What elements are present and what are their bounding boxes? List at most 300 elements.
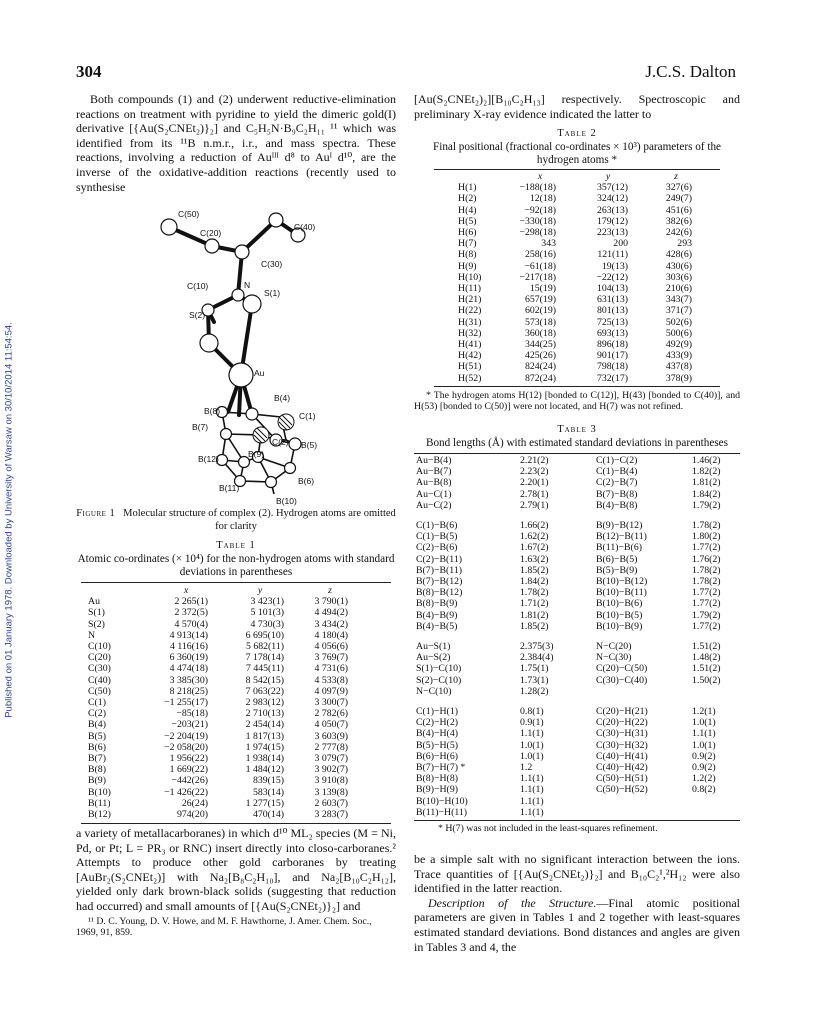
coordinate-cell: 4 913(14) (169, 629, 208, 641)
bond-length: 1.76(2) (692, 553, 721, 565)
bond-name: B(10)−B(6) (596, 598, 643, 610)
bond-name: B(5)−B(9) (596, 564, 638, 576)
coordinate-cell: 357(12) (596, 182, 628, 194)
page-number: 304 (76, 62, 102, 81)
table-row (88, 596, 362, 607)
table-row (416, 686, 740, 697)
table-3-grid (416, 455, 740, 818)
right-bottom-paragraph-2 (414, 896, 740, 954)
atom-label: C(1) (299, 411, 316, 421)
bond-length: 1.78(2) (692, 576, 721, 588)
table-row (416, 576, 740, 587)
coordinate-cell: 3 769(7) (314, 652, 348, 664)
bond-name: C(20)−C(50) (596, 663, 648, 675)
atom-name: S(1) (88, 607, 105, 619)
bond-name: B(8)−B(9) (416, 598, 458, 610)
table-row (416, 610, 740, 621)
bond-name: B(11)−H(11) (416, 806, 468, 818)
group-spacer (416, 511, 740, 520)
coordinate-cell: 4 533(8) (314, 674, 348, 686)
bond-length (692, 807, 740, 818)
bond-length: 2.78(1) (520, 488, 549, 500)
column-header: z (328, 585, 332, 596)
table-row (416, 531, 740, 542)
coordinate-cell: 4 056(6) (314, 641, 348, 653)
bond-length: 1.48(2) (692, 652, 721, 664)
coordinate-cell: 3 423(1) (250, 596, 284, 608)
bond-length: 1.46(2) (692, 455, 721, 466)
coordinate-cell: 179(12) (596, 215, 628, 227)
table-row (416, 796, 740, 807)
bond-name: B(8)−H(8) (416, 773, 458, 785)
coordinate-cell: 200 (613, 238, 628, 250)
bond-name: Au−C(2) (416, 499, 452, 511)
bond-name: C(2)−B(11) (416, 553, 462, 565)
coordinate-cell: 4 474(18) (169, 663, 208, 675)
coordinate-cell: 2 603(7) (314, 797, 348, 809)
bond-length: 1.78(2) (692, 520, 721, 532)
coordinate-cell: 693(13) (596, 327, 628, 339)
atom-name: C(30) (88, 663, 111, 675)
bond-name: C(2)−B(7) (596, 477, 638, 489)
table-3-description: Bond lengths (Å) with estimated standard deviations in parentheses (426, 437, 728, 449)
table-row (88, 753, 362, 764)
coordinate-cell: 732(17) (596, 372, 628, 384)
coordinate-cell: 1 974(15) (245, 741, 284, 753)
bond-length: 1.51(2) (692, 663, 721, 675)
bond-length: 2.20(1) (520, 477, 549, 489)
bond-name: B(9)−B(12) (596, 520, 643, 532)
coordinate-cell: 6 360(19) (169, 652, 208, 664)
table-row (88, 719, 362, 730)
table-row (88, 742, 362, 753)
coordinate-cell: 360(18) (524, 327, 556, 339)
coordinate-cell: −2 204(19) (164, 730, 208, 742)
coordinate-cell: −442(26) (171, 775, 208, 787)
table-row (458, 272, 708, 283)
bond-length: 0.9(2) (692, 762, 716, 774)
coordinate-cell: 631(13) (596, 294, 628, 306)
coordinate-cell: 3 790(1) (314, 596, 348, 608)
table-row (88, 798, 362, 809)
coordinate-cell: 121(11) (597, 249, 628, 261)
coordinate-cell: 425(26) (524, 350, 556, 362)
atom-name: H(6) (458, 227, 477, 239)
left-bottom-paragraph-block (76, 826, 396, 939)
coordinate-cell: 104(13) (596, 283, 628, 295)
bond-length: 1.79(2) (692, 499, 721, 511)
bond-name (596, 796, 692, 807)
bond-length: 1.81(2) (520, 609, 549, 621)
bond-name: B(9)−H(9) (416, 784, 458, 796)
table-row (416, 652, 740, 663)
table-row (458, 328, 708, 339)
figure-1 (76, 200, 396, 508)
coordinate-cell: 1 938(14) (245, 753, 284, 765)
table-header-row (88, 585, 362, 596)
coordinate-cell: 3 300(7) (314, 697, 348, 709)
bond-length: 0.8(1) (520, 706, 544, 718)
bond-length (692, 796, 740, 807)
bond-length: 1.28(2) (520, 685, 549, 697)
atom-label: Au (254, 368, 265, 378)
column-header: y (605, 171, 611, 182)
coordinate-cell: 2 983(12) (245, 697, 284, 709)
bond-name: C(40)−H(42) (596, 762, 648, 774)
coordinate-cell: 6 695(10) (245, 629, 284, 641)
table-row (416, 554, 740, 565)
coordinate-cell: −85(18) (176, 708, 208, 720)
bond-length: 2.21(2) (520, 455, 549, 466)
table-row (416, 717, 740, 728)
coordinate-cell: 344(25) (524, 339, 556, 351)
sidebar-text[interactable]: Published on 01 January 1978. Downloaded by University of Warsaw on 30/10/2014 11:54:54. (3, 322, 15, 718)
atom-name: H(11) (458, 283, 482, 295)
bond-length: 1.51(2) (692, 641, 721, 653)
bond-name (596, 807, 692, 818)
table-row (416, 641, 740, 652)
table-row (88, 731, 362, 742)
coordinate-cell: 798(18) (596, 361, 628, 373)
coordinate-cell: 1 817(13) (245, 730, 284, 742)
coordinate-cell: 382(6) (665, 215, 692, 227)
bond-length: 1.84(2) (692, 488, 721, 500)
table-row (416, 466, 740, 477)
table-row (458, 373, 708, 384)
atom-name: H(9) (458, 260, 477, 272)
atom-name: C(40) (88, 674, 111, 686)
atom-name: H(22) (458, 305, 482, 317)
bond-name: Au−B(4) (416, 455, 452, 466)
coordinate-cell: 4 731(6) (314, 663, 348, 675)
table-row (88, 652, 362, 663)
bond-length: 0.9(1) (520, 717, 544, 729)
bond-name: B(10)−H(10) (416, 795, 468, 807)
coordinate-cell: 15(19) (529, 283, 556, 295)
table-row (458, 227, 708, 238)
coordinate-cell: 242(6) (665, 227, 692, 239)
table-row (416, 542, 740, 553)
bond-name: C(50)−H(51) (596, 773, 648, 785)
coordinate-cell: 3 079(7) (314, 753, 348, 765)
coordinate-cell: 258(16) (524, 249, 556, 261)
coordinate-cell: 437(8) (665, 361, 692, 373)
bond-length: 2.23(2) (520, 466, 549, 478)
coordinate-cell: 3 283(7) (314, 809, 348, 821)
coordinate-cell: 12(18) (529, 193, 556, 205)
right-intro-paragraph-block (414, 92, 740, 121)
table-row (458, 350, 708, 361)
coordinate-cell: 657(19) (524, 294, 556, 306)
column-header: x (183, 585, 189, 596)
table-row (416, 728, 740, 739)
coordinate-cell: 492(9) (665, 339, 692, 351)
bond-length: 0.8(2) (692, 784, 716, 796)
bond-length: 1.77(2) (692, 587, 721, 599)
molecular-structure-diagram (76, 200, 396, 508)
atom-name: B(8) (88, 764, 106, 776)
coordinate-cell: 430(6) (665, 260, 692, 272)
bond-name: Au−C(1) (416, 488, 452, 500)
atom-name: H(1) (458, 182, 477, 194)
table-row (458, 294, 708, 305)
coordinate-cell: 839(15) (252, 775, 284, 787)
right-intro-paragraph: [Au(S₂CNEt₂)₂][B₁₀C₂H₁₃] respectively. Spectroscopic and preliminary X-ray evidence indicated the latter to (414, 92, 740, 121)
bond-name: C(2)−B(6) (416, 542, 458, 554)
table-row (416, 587, 740, 598)
coordinate-cell: 801(13) (596, 305, 628, 317)
atom-label: S(2) (189, 310, 206, 320)
table-3-footnote: * H(7) was not included in the least-squares refinement. (438, 823, 658, 835)
coordinate-cell: 725(13) (596, 316, 628, 328)
bond-name: C(30)−H(31) (596, 728, 648, 740)
coordinate-cell: 327(6) (665, 182, 692, 194)
journal-name: J.C.S. Dalton (645, 62, 736, 81)
bond-length: 1.2 (520, 762, 533, 774)
table-row (458, 317, 708, 328)
coordinate-cell: 5 682(11) (245, 641, 284, 653)
bond-name: S(1)−C(10) (416, 663, 462, 675)
bond-name: C(1)−H(1) (416, 706, 458, 718)
coordinate-cell: 343 (541, 238, 556, 250)
bond-name: C(20)−H(21) (596, 706, 648, 718)
bond-length: 2.79(1) (520, 499, 549, 511)
atom-label: B(7) (192, 422, 209, 432)
bond-name: N−C(10) (416, 685, 452, 697)
atom-name: H(52) (458, 372, 482, 384)
footnote-11: ¹¹ D. C. Young, D. V. Howe, and M. F. Hawthorne, J. Amer. Chem. Soc., 1969, 91, 859. (76, 915, 372, 939)
bond-length: 1.78(2) (520, 587, 549, 599)
table-row (458, 205, 708, 216)
table-1 (76, 540, 396, 824)
atom-label: B(5) (301, 440, 318, 450)
bond-length: 1.50(2) (692, 674, 721, 686)
coordinate-cell: 602(19) (524, 305, 556, 317)
table-row (88, 708, 362, 719)
bond-name: B(8)−B(12) (416, 587, 463, 599)
atom-name: H(4) (458, 204, 477, 216)
table-row (416, 773, 740, 784)
atom-label: S(1) (264, 288, 281, 298)
coordinate-cell: 974(20) (176, 809, 208, 821)
coordinate-cell: 3 603(9) (314, 730, 348, 742)
atom-name: H(42) (458, 350, 482, 362)
coordinate-cell: 26(24) (181, 797, 208, 809)
coordinate-cell: 824(24) (524, 361, 556, 373)
bond-name: C(1)−B(5) (416, 531, 458, 543)
coordinate-cell: 378(9) (665, 372, 692, 384)
coordinate-cell: 4 730(3) (250, 618, 284, 630)
bond-name: S(2)−C(10) (416, 674, 462, 686)
bond-name: B(4)−H(4) (416, 728, 458, 740)
table-row (88, 619, 362, 630)
right-bottom-paragraph-2-text: —Final atomic positional parameters are given in Tables 1 and 2 together with least-squares estimated standard deviations. Bond distances and angles are given in Tables 3 and 4, the (414, 895, 741, 954)
coordinate-cell: 4 180(4) (314, 629, 348, 641)
figure-caption-text: Molecular structure of complex (2). Hydrogen atoms are omitted for clarity (123, 508, 396, 532)
coordinate-cell: 2 265(1) (174, 596, 208, 608)
coordinate-cell: 428(6) (665, 249, 692, 261)
atom-name: H(10) (458, 271, 482, 283)
coordinate-cell: 7 178(14) (245, 652, 284, 664)
bond-length: 1.1(1) (520, 795, 544, 807)
atom-name: C(50) (88, 685, 111, 697)
left-intro-paragraph: Both compounds (1) and (2) underwent reductive-elimination reactions on treatment with pyridine to yield the dimeric gold(I) derivative [{Au(S₂CNEt₂)}₂] and C₅H₅N·B₉C₂H₁₁ ¹¹ which was identified from its ¹¹B n.m.r., i.r., and mass spectra. These reactions, involving a reduction of Auᴵᴵᴵ d⁸ to Auᴵ d¹⁰, are the inverse of the oxidative-addition reactions (recently used to synthesise (76, 92, 396, 194)
atom-name: H(2) (458, 193, 477, 205)
table-row (416, 740, 740, 751)
table-row (416, 706, 740, 717)
bond-name: C(20)−H(22) (596, 717, 648, 729)
atom-label: B(4) (274, 393, 291, 403)
atom-label: C(50) (178, 209, 200, 219)
atom-name: C(1) (88, 697, 106, 709)
table-row (416, 762, 740, 773)
table-row (88, 697, 362, 708)
coordinate-cell: 2 454(14) (245, 719, 284, 731)
coordinate-cell: 1 669(22) (169, 764, 208, 776)
table-row (416, 565, 740, 576)
bond-length: 1.0(1) (520, 750, 544, 762)
bond-name: B(7)−H(7) * (416, 762, 466, 774)
coordinate-cell: 249(7) (665, 193, 692, 205)
table-row (416, 784, 740, 795)
column-header (88, 585, 150, 596)
table-row (458, 216, 708, 227)
group-spacer (416, 697, 740, 706)
table-3-title: Table 3 (557, 424, 597, 435)
atom-name: H(51) (458, 361, 482, 373)
table-2-description: Final positional (fractional co-ordinates × 10³) parameters of the hydrogen atoms * (432, 141, 721, 166)
bond-name: B(7)−B(8) (596, 488, 638, 500)
bond-name: B(10)−B(5) (596, 609, 643, 621)
bond-length: 1.2(2) (692, 773, 716, 785)
bond-length: 1.2(1) (692, 706, 716, 718)
column-header: z (674, 171, 678, 182)
table-row (88, 675, 362, 686)
table-row (416, 598, 740, 609)
atom-label: B(6) (298, 476, 315, 486)
column-header (458, 171, 508, 182)
table-row (88, 630, 362, 641)
bond-length: 1.84(2) (520, 576, 549, 588)
coordinate-cell: 2 372(5) (174, 607, 208, 619)
table-row (416, 675, 740, 686)
bond-name: C(50)−H(52) (596, 784, 648, 796)
table-row (416, 477, 740, 488)
table-row (88, 607, 362, 618)
table-2-grid (458, 171, 708, 384)
bond-name: Au−S(2) (416, 652, 451, 664)
bond-length: 1.82(2) (692, 466, 721, 478)
table-row (416, 500, 740, 511)
bond-name: Au−B(7) (416, 466, 452, 478)
atom-name: Au (88, 596, 100, 608)
coordinate-cell: −2 058(20) (164, 741, 208, 753)
bond-name: B(5)−H(5) (416, 739, 458, 751)
coordinate-cell: 371(7) (665, 305, 692, 317)
right-bottom-paragraph-block (414, 852, 740, 954)
bond-length: 1.75(1) (520, 663, 549, 675)
coordinate-cell: 8 218(25) (169, 685, 208, 697)
publication-sidebar (2, 200, 16, 840)
table-row (458, 182, 708, 193)
table-row (88, 686, 362, 697)
coordinate-cell: 4 097(9) (314, 685, 348, 697)
atom-label: B(11) (219, 483, 240, 493)
table-1-grid (88, 585, 362, 820)
left-bottom-paragraph: a variety of metallacarboranes) in which d¹⁰ ML₂ species (M = Ni, Pd, or Pt; L = PR₃ or RNC) insert directly into closo-carboranes.² Attempts to produce other gold carboranes by treating [AuBr₂(S₂CNEt₂)] with Na₂[B₈C₂H₁₀], and Na₂[B₁₀C₂H₁₂], yielded only dark brown-black solids (suggesting that reduction had occurred) and small amounts of [{Au(S₂CNEt₂)}₂] and (76, 826, 396, 913)
atom-name: B(6) (88, 741, 106, 753)
bond-name: N−C(20) (596, 641, 632, 653)
right-bottom-paragraph-1: be a simple salt with no significant interaction between the ions. Trace quantities of [{Au(S₂CNEt₂)}₂] and B₁₀C₂¹,²H₁₂ were also identified in the latter reaction. (414, 852, 740, 896)
atom-name: B(7) (88, 753, 106, 765)
coordinate-cell: 1 484(12) (245, 764, 284, 776)
coordinate-cell: 324(12) (596, 193, 628, 205)
table-row (88, 764, 362, 775)
coordinate-cell: 210(6) (665, 283, 692, 295)
bond-name: B(10)−B(12) (596, 576, 648, 588)
coordinate-cell: 433(9) (665, 350, 692, 362)
bond-name: C(40)−H(41) (596, 750, 648, 762)
bond-length: 1.1(1) (692, 728, 716, 740)
bond-length: 1.78(2) (692, 564, 721, 576)
table-2-title: Table 2 (557, 128, 597, 139)
figure-caption-label: Figure 1 (76, 508, 116, 519)
bond-name: B(4)−B(9) (416, 609, 458, 621)
atom-name: B(10) (88, 786, 111, 798)
atom-name: B(9) (88, 775, 106, 787)
bond-name: C(30)−C(40) (596, 674, 648, 686)
bond-length: 1.77(2) (692, 542, 721, 554)
bond-name: C(30)−H(32) (596, 739, 648, 751)
coordinate-cell: 2 710(13) (245, 708, 284, 720)
atom-name: H(8) (458, 249, 477, 261)
bond-name: B(4)−B(8) (596, 499, 638, 511)
coordinate-cell: 500(6) (665, 327, 692, 339)
coordinate-cell: 901(17) (596, 350, 628, 362)
bond-length: 1.71(2) (520, 598, 549, 610)
table-1-description: Atomic co-ordinates (× 10⁴) for the non-hydrogen atoms with standard deviations in parentheses (77, 553, 395, 578)
bond-name: Au−B(8) (416, 477, 452, 489)
bond-length: 1.77(2) (692, 598, 721, 610)
bond-length: 1.77(2) (692, 620, 721, 632)
coordinate-cell: 263(13) (596, 204, 628, 216)
coordinate-cell: 573(18) (524, 316, 556, 328)
atom-name: H(5) (458, 215, 477, 227)
atom-name: C(20) (88, 652, 111, 664)
bond-name: C(1)−B(4) (596, 466, 638, 478)
bond-name: B(6)−B(5) (596, 553, 638, 565)
coordinate-cell: 2 782(6) (314, 708, 348, 720)
bond-length (692, 686, 740, 697)
atom-label: C(30) (261, 259, 283, 269)
bond-length: 0.9(2) (692, 750, 716, 762)
bond-length: 1.1(1) (520, 806, 544, 818)
table-2 (414, 128, 740, 413)
atom-name: C(2) (88, 708, 106, 720)
table-row (458, 238, 708, 249)
atom-name: B(11) (88, 797, 111, 809)
atom-name: H(41) (458, 339, 482, 351)
coordinate-cell: 2 777(8) (314, 741, 348, 753)
coordinate-cell: 4 494(2) (314, 607, 348, 619)
table-header-row (458, 171, 708, 182)
coordinate-cell: 583(14) (252, 786, 284, 798)
table-row (416, 751, 740, 762)
coordinate-cell: 470(14) (252, 809, 284, 821)
atom-label: B(9) (248, 449, 265, 459)
coordinate-cell: 7 063(22) (245, 685, 284, 697)
coordinate-cell: −22(12) (596, 271, 628, 283)
